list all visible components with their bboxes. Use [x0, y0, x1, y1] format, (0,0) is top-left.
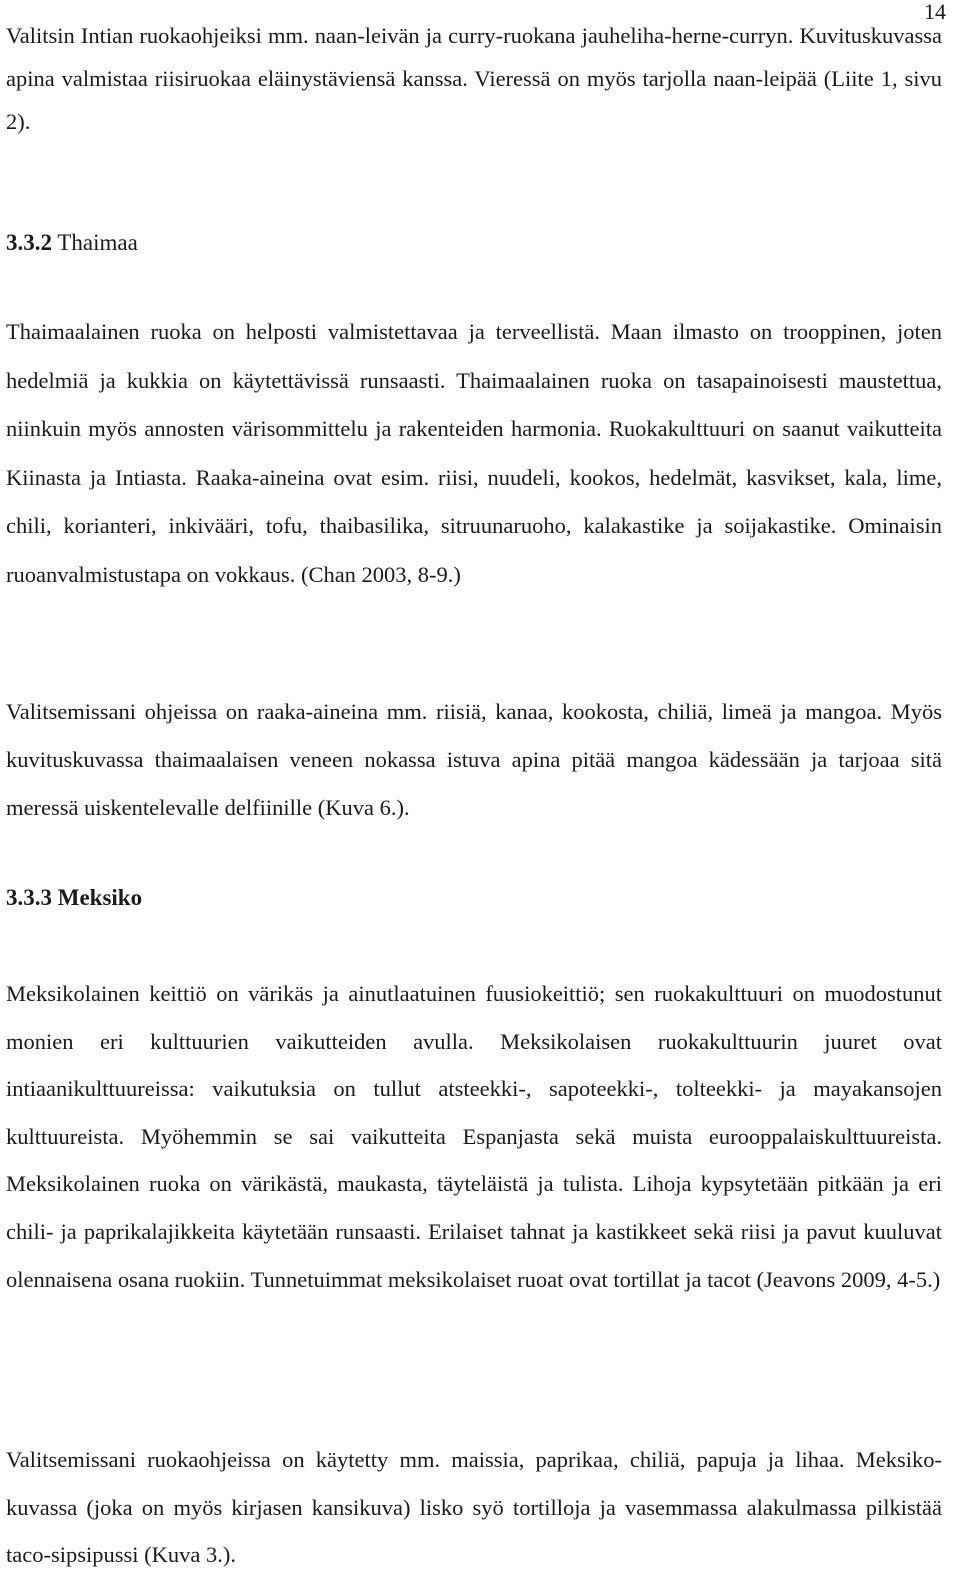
paragraph-meksiko-intro: Meksikolainen keittiö on värikäs ja ainutlaatuinen fuusiokeittiö; sen ruokakulttuuri on muodostunut monien eri kulttuurien vaikutteiden avulla. Meksikolaisen ruokakulttuurin juuret ovat intiaanikulttuureissa: vaikutuksia on tullut atsteekki-, sapoteekki-, tolteekki- ja mayakansojen kulttuureista. Myöhemmin se sai vaikutteita Espanjasta sekä muista eurooppalaiskulttuureista. Meksikolainen ruoka on värikästä, maukasta, täyteläistä ja tulista. Lihoja kypsytetään pitkään ja eri chili- ja paprikalajikkeita käytetään runsaasti. Erilaiset tahnat ja kastikkeet sekä riisi ja pavut kuuluvat olennaisena osana ruokiin. Tunnetuimmat meksikolaiset ruoat ovat tortillat ja tacot (Jeavons 2009, 4-5.)	[6, 981, 942, 1292]
section-title: Thaimaa	[57, 230, 138, 255]
paragraph-thaimaa-recipes: Valitsemissani ohjeissa on raaka-aineina mm. riisiä, kanaa, kookosta, chiliä, limeä ja mangoa. Myös kuvituskuvassa thaimaalaisen veneen nokassa istuva apina pitää mangoa kädessään ja tarjoaa sitä meressä uiskentelevalle delfiinille (Kuva 6.).	[6, 699, 942, 820]
section-number: 3.3.3	[6, 885, 52, 910]
page-number: 14	[924, 0, 946, 24]
paragraph-meksiko-recipes: Valitsemissani ruokaohjeissa on käytetty mm. maissia, paprikaa, chiliä, papuja ja lihaa. Meksiko-kuvassa (joka on myös kirjasen kansikuva) lisko syö tortilloja ja vasemmassa alakulmassa pilkistää taco-sipsipussi (Kuva 3.).	[6, 1447, 942, 1568]
paragraph-thaimaa-intro: Thaimaalainen ruoka on helposti valmistettavaa ja terveellistä. Maan ilmasto on trooppinen, joten hedelmiä ja kukkia on käytettävissä runsaasti. Thaimaalainen ruoka on tasapainoisesti maustettua, niinkuin myös annosten värisommittelu ja rakenteiden harmonia. Ruokakulttuuri on saanut vaikutteita Kiinasta ja Intiasta. Raaka-aineina ovat esim. riisi, nuudeli, kookos, hedelmät, kasvikset, kala, lime, chili, korianteri, inkivääri, tofu, thaibasilika, sitruunaruoho, kalakastike ja soijakastike. Ominaisin ruoanvalmistustapa on vokkaus. (Chan 2003, 8-9.)	[6, 319, 942, 587]
paragraph-intia-recipes: Valitsin Intian ruokaohjeiksi mm. naan-leivän ja curry-ruokana jauheliha-herne-curryn. Kuvituskuvassa apina valmistaa riisiruokaa eläinystäviensä kanssa. Vieressä on myös tarjolla naan-leipää (Liite 1, sivu 2).	[6, 23, 942, 134]
section-heading-thaimaa	[6, 228, 138, 258]
section-number: 3.3.2	[6, 230, 52, 255]
section-heading-meksiko	[6, 883, 142, 913]
section-title: Meksiko	[57, 885, 143, 910]
